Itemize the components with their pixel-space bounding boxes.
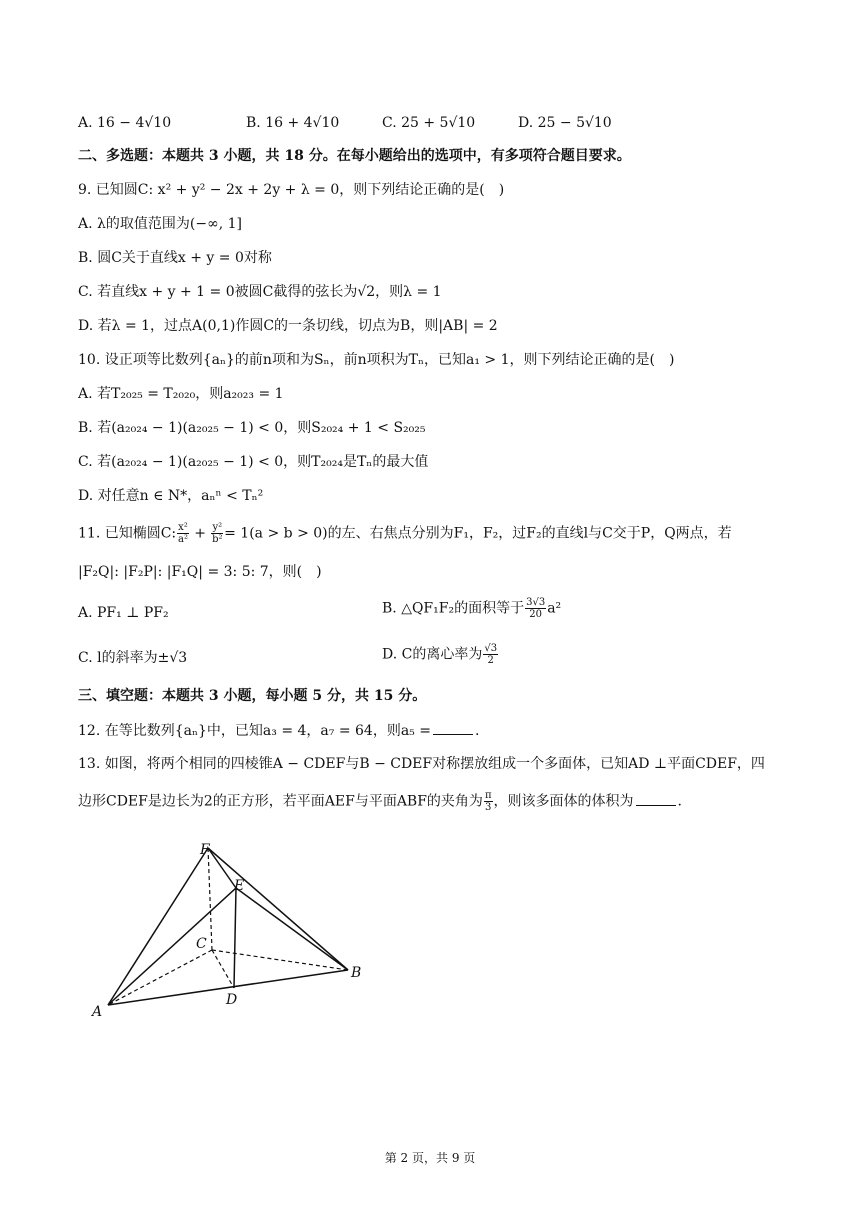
q11-fraction-x [177,522,189,545]
q13-angle-numerator: π [484,790,492,801]
q9-stem: 9. 已知圆C: x² + y² − 2x + 2y + λ = 0，则下列结论正确的是( ) [78,182,505,198]
label-B: B [351,965,362,981]
section-heading-fill-in: 三、填空题：本题共 3 小题，每小题 5 分，共 15 分。 [78,688,427,704]
q11-stem-line2: |F₂Q|: |F₂P|: |F₁Q| = 3: 5: 7，则( ) [78,564,322,580]
q11-stem: 11. 已知椭圆C: $\frac{\text{x²}}{\text{a²}}$ + $\frac{\text{y²}}{\text{b²}}$ = 1(a > b > 0)的左、右焦点分别为F₁，F₂，过F₂的直线l与C交于P，Q两点，若 [78,522,732,545]
q11-fraction-y-numerator: y² [212,522,223,533]
edge-ED [234,888,236,988]
q13-line2 [78,790,682,813]
edge-CF-hidden [208,848,212,950]
q11-option-d-prefix: D. C的离心率为 [382,646,483,663]
section-heading-multiple-choice: 二、多选题：本题共 3 小题，共 18 分。在每小题给出的选项中，有多项符合题目要求。 [78,148,631,164]
q11-stem-prefix: 11. 已知椭圆C: [78,525,177,542]
q10-option-a: A. 若T₂₀₂₅ = T₂₀₂₀，则a₂₀₂₃ = 1 [78,386,284,402]
polyhedron-figure [88,838,378,1028]
q11-fraction-x-denominator: a² [177,534,188,545]
q11-option-d-denominator: 2 [487,655,494,666]
label-C: C [196,936,207,952]
q8-option-b: B. 16 + 4√10 [246,115,340,131]
q13-angle-fraction [484,790,493,813]
label-A: A [92,1004,103,1020]
edge-EB [236,888,348,970]
q11-fraction-x-numerator: x² [178,522,188,533]
q11-option-b-prefix: B. △QF₁F₂的面积等于 [382,600,525,617]
q11-option-d-fraction [483,643,498,666]
label-F: F [200,842,210,858]
q13-line2-suffix: ，则该多面体的体积为 [493,793,634,810]
q11-stem-suffix: = 1(a > b > 0)的左、右焦点分别为F₁，F₂，过F₂的直线l与C交于P，Q两点，若 [224,525,732,542]
q10-stem: 10. 设正项等比数列{aₙ}的前n项和为Sₙ，前n项积为Tₙ，已知a₁ > 1，则下列结论正确的是( ) [78,352,675,368]
q11-option-d-numerator: √3 [484,643,498,654]
q8-option-c: C. 25 + 5√10 [382,115,476,131]
q8-option-a: A. 16 − 4√10 [78,115,172,131]
q10-option-d: D. 对任意n ∈ N*，aₙⁿ < Tₙ² [78,488,264,504]
page-footer: 第 2 页，共 9 页 [384,1151,476,1165]
q9-option-b: B. 圆C关于直线x + y = 0对称 [78,250,272,266]
q11-fraction-y-denominator: b² [212,534,223,545]
q11-option-a: A. PF₁ ⊥ PF₂ [78,605,169,621]
q13-line2-prefix: 边形CDEF是边长为2的正方形，若平面AEF与平面ABF的夹角为 [78,793,483,810]
q11-option-b-numerator: 3√3 [526,597,546,608]
q8-option-d: D. 25 − 5√10 [518,115,612,131]
q9-option-d: D. 若λ = 1，过点A(0,1)作圆C的一条切线，切点为B，则|AB| = 2 [78,318,498,334]
q13-angle-denominator: 3 [485,802,492,813]
q13-line1: 13. 如图，将两个相同的四棱锥A − CDEF与B − CDEF对称摆放组成一个多面体，已知AD ⊥平面CDEF，四 [78,756,765,772]
q11-option-b [382,597,561,620]
q12-answer-blank[interactable] [433,720,473,735]
edge-CD-hidden [212,950,234,988]
q11-option-d [382,643,499,666]
q10-option-c: C. 若(a₂₀₂₄ − 1)(a₂₀₂₅ − 1) < 0，则T₂₀₂₄是Tₙ的最大值 [78,454,429,470]
q9-option-a: A. λ的取值范围为(−∞, 1] [78,216,243,232]
q12-end: . [474,723,480,739]
q11-fraction-y [211,522,223,545]
q13-answer-blank[interactable] [636,791,676,806]
q11-option-b-denominator: 20 [529,609,543,620]
edge-FB [208,848,348,970]
q11-option-b-suffix: a² [547,600,562,617]
q11-option-b-fraction [525,597,546,620]
q13-end: . [677,793,682,810]
q12-text [78,720,479,741]
label-D: D [226,992,238,1008]
q11-option-c: C. l的斜率为±√3 [78,650,188,666]
label-E: E [234,878,245,894]
q12-stem: 12. 在等比数列{aₙ}中，已知a₃ = 4，a₇ = 64，则a₅ = [78,723,431,739]
q10-option-b: B. 若(a₂₀₂₄ − 1)(a₂₀₂₅ − 1) < 0，则S₂₀₂₄ + 1 < S₂₀₂₅ [78,420,426,436]
q9-option-c: C. 若直线x + y + 1 = 0被圆C截得的弦长为√2，则λ = 1 [78,284,442,300]
